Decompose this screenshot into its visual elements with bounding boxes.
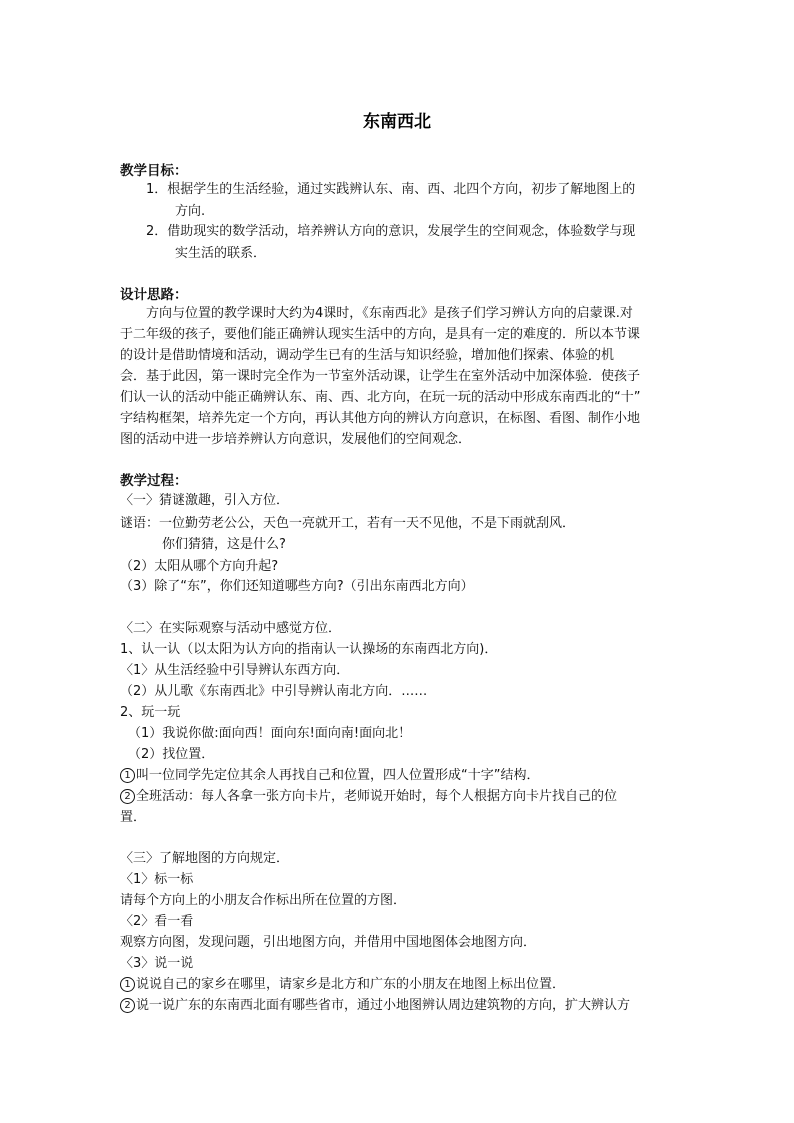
page-title: 东南西北 [363,112,431,132]
activity-2 [120,788,617,806]
activity-2-cont: 置． [120,810,147,825]
design-line: 的设计是借助情境和活动，调动学生已有的生活与知识经验，增加他们探索、体验的机 [120,348,615,363]
goal-item-1: 1．根据学生的生活经验，通过实践辨认东、南、西、北四个方向，初步了解地图上的 [146,182,636,197]
design-line: 方向与位置的教学课时大约为4课时，《东南西北》是孩子们学习辨认方向的启蒙课.对 [120,306,633,321]
section-3-title: 〈三〉了解地图的方向规定． [120,851,290,866]
circled-number-icon: 1 [120,768,135,783]
section-3-sub-2: 〈2〉看一看 [120,914,194,929]
design-line: 图的活动中进一步培养辨认方向意识，发展他们的空间观念． [120,432,472,447]
activity-2-text: 全班活动：每人各拿一张方向卡片，老师说开始时，每个人根据方向卡片找自己的位 [136,789,618,804]
goal-item-1-cont: 方向. [175,204,206,219]
step-1-sub-1: 〈1〉从生活经验中引导辨认东西方向． [120,663,350,678]
process-heading: 教学过程： [120,473,188,489]
section-3-sub-2-text: 观察方向图，发现问题，引出地图方向，并借用中国地图体会地图方向． [120,935,537,950]
goal-item-2-cont: 实生活的联系． [175,246,267,261]
question-3: （3）除了“东”，你们还知道哪些方向?（引出东南西北方向） [120,579,474,594]
discussion-1 [120,976,565,994]
section-3-sub-1: 〈1〉标一标 [120,872,194,887]
activity-1-text: 叫一位同学先定位其余人再找自己和位置，四人位置形成“十字”结构． [136,768,540,783]
section-3-sub-1-text: 请每个方向上的小朋友合作标出所在位置的方图． [120,893,407,908]
design-heading: 设计思路： [120,287,188,303]
design-line: 会．基于此因，第一课时完全作为一节室外活动课，让学生在室外活动中加深体验．使孩子 [120,369,641,384]
section-1-title: 〈一〉猜谜激趣，引入方位． [120,493,290,508]
step-2-sub-1: （1）我说你做:面向西！面向东!面向南!面向北！ [128,726,412,741]
step-1-recognize: 1、认一认（以太阳为认方向的指南认一认操场的东南西北方向)． [120,642,498,657]
design-line: 于二年级的孩子，要他们能正确辨认现实生活中的方向，是具有一定的难度的．所以本节课 [120,327,641,342]
section-3-sub-3: 〈3〉说一说 [120,956,194,971]
goals-heading: 教学目标： [120,163,188,179]
circled-number-icon: 1 [120,977,135,992]
step-2-sub-2: （2）找位置． [128,747,215,762]
design-line: 字结构框架，培养先定一个方向，再认其他方向的辨认方向意识，在标图、看图、制作小地 [120,411,641,426]
riddle-question: 你们猜猜，这是什么? [162,537,286,552]
design-line: 们认一认的活动中能正确辨认东、南、西、北方向，在玩一玩的活动中形成东南西北的“十” [120,390,641,405]
circled-number-icon: 2 [120,998,135,1013]
step-2-play: 2、玩一玩 [120,705,181,720]
discussion-2 [120,997,630,1015]
question-2: （2）太阳从哪个方向升起? [120,559,279,574]
step-1-sub-2: （2）从儿歌《东南西北》中引导辨认南北方向．…… [120,684,428,699]
discussion-1-text: 说说自己的家乡在哪里，请家乡是北方和广东的小朋友在地图上标出位置． [136,977,566,992]
activity-1 [120,767,539,785]
discussion-2-text: 说一说广东的东南西北面有哪些省市，通过小地图辨认周边建筑物的方向，扩大辨认方 [136,998,631,1013]
section-2-title: 〈二〉在实际观察与活动中感觉方位． [120,621,342,636]
riddle-text: 谜语：一位勤劳老公公，天色一亮就开工，若有一天不见他，不是下雨就刮风． [120,516,576,531]
circled-number-icon: 2 [120,789,135,804]
goal-item-2: 2．借助现实的数学活动，培养辨认方向的意识，发展学生的空间观念，体验数学与现 [146,224,636,239]
